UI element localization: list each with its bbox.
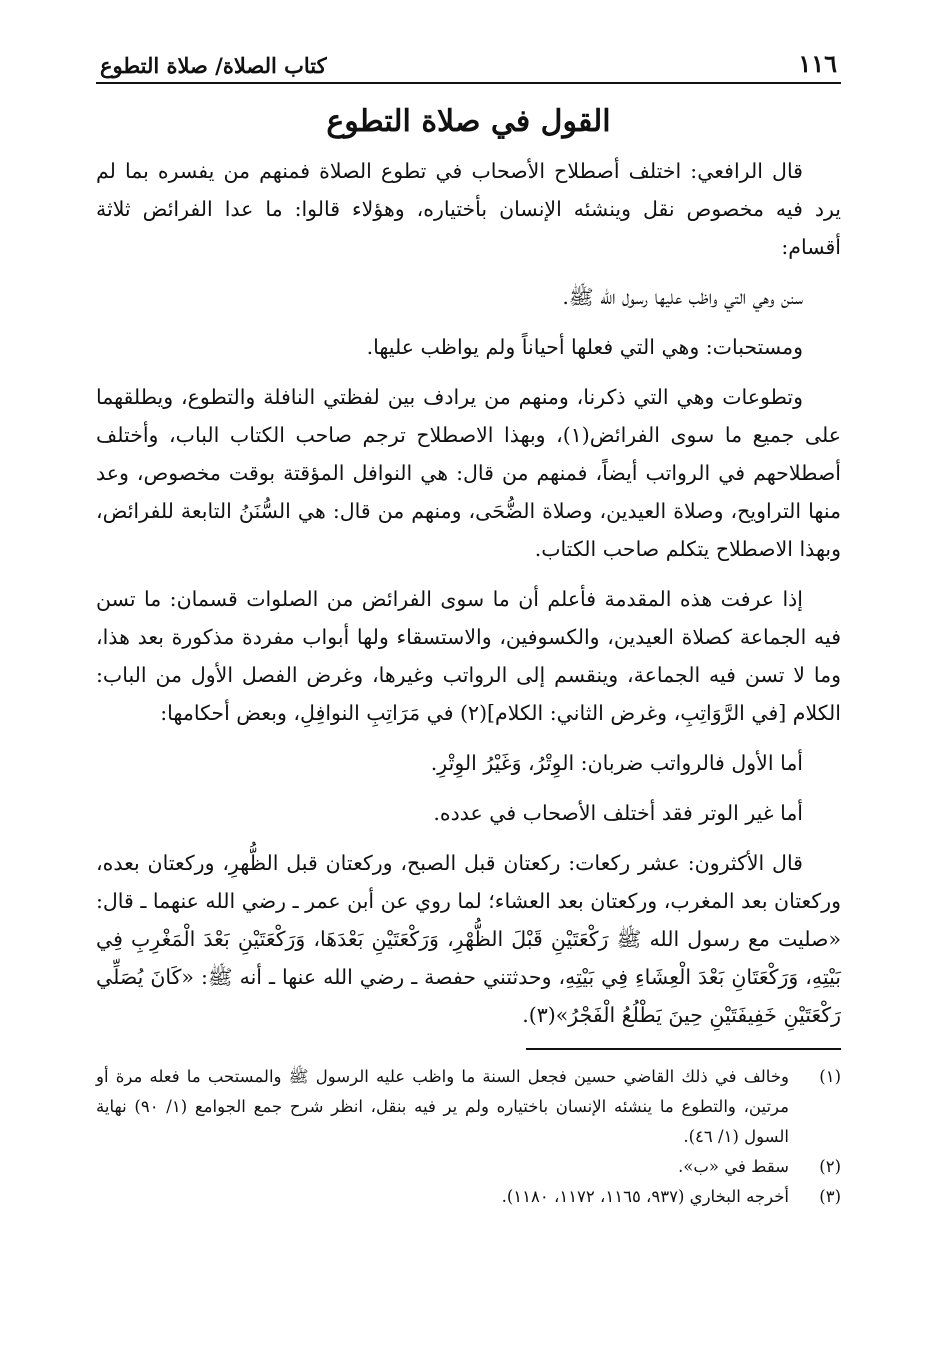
footnote-item [96,1062,841,1152]
footnote-divider [526,1048,841,1050]
paragraph: سنن وهي التي واظب عليها رسول الله ﷺ. [562,285,803,309]
paragraph: ومستحبات: وهي التي فعلها أحياناً ولم يواظب عليها. [366,335,803,359]
paragraph: أما غير الوتر فقد أختلف الأصحاب في عدده. [433,801,803,825]
book-page [96,38,841,1212]
footnote-text: أخرجه البخاري (٩٣٧، ١١٦٥، ١١٧٢، ١١٨٠). [501,1187,789,1206]
footnote-item [96,1152,841,1182]
paragraph: أما الأول فالرواتب ضربان: الوِتْرُ، وَغَيْرُ الوِتْرِ. [430,751,803,775]
page-number: ١١٦ [798,49,837,78]
footnote-number: (٢) [819,1157,841,1176]
running-title: كتاب الصلاة/ صلاة التطوع [100,53,327,78]
paragraph: قال الأكثرون: عشر ركعات: ركعتان قبل الصبح، وركعتان قبل الظُّهرِ، وركعتان بعده، وركعتان بعد المغرب، وركعتان بعد العشاء؛ لما روي عن أبن عمر ـ رضي الله عنهما ـ قال: «صليت مع رسول الله ﷺ رَكْعَتَيْنِ قَبْلَ الظُّهْرِ، وَرَكْعَتَيْنِ بَعْدَهَا، وَرَكْعَتَيْنِ بَعْدَ الْمَغْرِبِ فِي بَيْتِهِ، وَرَكْعَتَانِ بَعْدَ الْعِشَاءِ فِي بَيْتِهِ، وحدثتني حفصة ـ رضي الله عنها ـ أنه ﷺ: «كَانَ يُصَلِّي رَكْعَتَيْنِ خَفِيفَتَيْنِ حِينَ يَطْلُعُ الْفَجْرُ»(٣). [96,851,841,1027]
footnote-item [96,1182,841,1212]
footnote-number: (١) [819,1067,841,1086]
paragraph: قال الرافعي: اختلف أصطلاح الأصحاب في تطوع الصلاة فمنهم من يفسره بما لم يرد فيه مخصوص نقل وينشئه الإنسان بأختياره، وهؤلاء قالوا: ما عدا الفرائض ثلاثة أقسام: [96,159,841,259]
page-header [96,38,841,84]
paragraph: وتطوعات وهي التي ذكرنا، ومنهم من يرادف بين لفظتي النافلة والتطوع، ويطلقهما على جميع ما سوى الفرائض(١)، وبهذا الاصطلاح ترجم صاحب الكتاب الباب، وأختلف أصطلاحهم في الرواتب أيضاً، فمنهم من قال: هي النوافل المؤقتة بوقت مخصوص، وعد منها التراويح، وصلاة العيدين، وصلاة الضُّحَى، ومنهم من قال: هي السُّنَنُ التابعة للفرائض، وبهذا الاصطلاح يتكلم صاحب الكتاب. [96,385,841,561]
footnote-text: سقط في «ب». [678,1157,789,1176]
footnote-number: (٣) [819,1187,841,1206]
body-text [96,152,841,1034]
chapter-title: القول في صلاة التطوع [326,104,611,139]
paragraph: إذا عرفت هذه المقدمة فأعلم أن ما سوى الفرائض من الصلوات قسمان: ما تسن فيه الجماعة كصلاة العيدين، والكسوفين، والاستسقاء ولها أبواب مفردة مذكورة بعد هذا، وما لا تسن فيه الجماعة، وينقسم إلى الرواتب وغيرها، وغرض الفصل الأول من الباب: الكلام [في الرَّوَاتِبِ، وغرض الثاني: الكلام](٢) في مَرَاتِبِ النوافِلِ، وبعض أحكامها: [96,587,841,725]
footnote-text: وخالف في ذلك القاضي حسين فجعل السنة ما واظب عليه الرسول ﷺ والمستحب ما فعله مرة أو مرتين، والتطوع ما ينشئه الإنسان باختياره ولم ير فيه بنقل، انظر شرح جمع الجوامع (١/ ٩٠) نهاية السول (١/ ٤٦). [96,1067,789,1146]
footnotes [96,1062,841,1212]
